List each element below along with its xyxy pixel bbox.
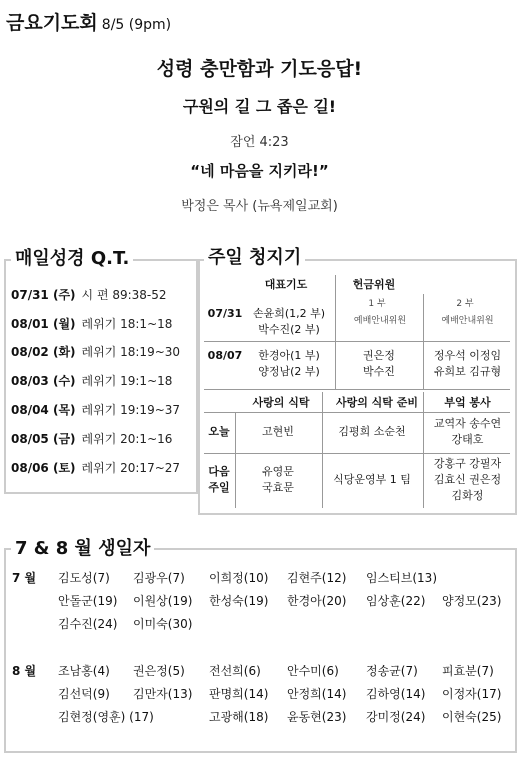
offering-part2-label: 2 부	[456, 299, 474, 309]
birthday-name: 김현정(영훈) (17)	[58, 710, 154, 724]
divider	[423, 392, 424, 508]
qt-verse: 레위기 18:19~30	[81, 345, 181, 359]
qt-verse: 레위기 20:1~16	[81, 432, 173, 446]
birthday-name: 김만자(13)	[133, 687, 193, 701]
qt-date: 08/03 (수)	[11, 374, 76, 388]
col-header-prayer: 대표기도	[264, 278, 308, 291]
qt-date: 08/04 (목)	[11, 403, 76, 417]
august-label: 8 월	[12, 664, 37, 678]
birthday-name: 이희정(10)	[209, 571, 269, 585]
birthday-name: 안수미(6)	[287, 664, 339, 678]
july-label: 7 월	[12, 571, 37, 585]
birthday-name: 양정모(23)	[442, 594, 502, 608]
birthday-name: 한경아(20)	[287, 594, 347, 608]
qt-row	[11, 430, 172, 447]
birthday-name: 고광해(18)	[209, 710, 269, 724]
offering-part1-label: 1 부	[368, 299, 386, 309]
qt-heading: 매일성경 Q.T.	[11, 244, 133, 270]
birthday-name: 안정희(14)	[287, 687, 347, 701]
birthday-name: 임스티브(13)	[366, 571, 438, 585]
qt-verse: 레위기 19:19~37	[81, 403, 181, 417]
qt-row	[11, 315, 172, 332]
service-name: 금요기도회	[6, 12, 98, 34]
preacher-name: 박정은 목사 (뉴욕제일교회)	[181, 199, 338, 214]
qt-verse: 레위기 18:1~18	[81, 317, 173, 331]
birthday-name: 김하영(14)	[366, 687, 426, 701]
birthday-name: 김선덕(9)	[58, 687, 110, 701]
sermon-sub-title: 구원의 길 그 좁은 길!	[182, 97, 337, 116]
qt-verse: 레위기 19:1~18	[81, 374, 173, 388]
meal-kitchen-next: 강홍구 강필자 김효신 권은정 김화정	[433, 457, 502, 502]
meal-col-kitchen: 부엌 봉사	[444, 396, 491, 409]
divider	[204, 389, 510, 390]
divider	[204, 412, 510, 413]
qt-date: 08/06 (토)	[11, 461, 76, 475]
scripture-quote: “네 마음을 지키라!”	[190, 162, 329, 180]
birthday-name: 정송균(7)	[366, 664, 418, 678]
meal-table-today: 고현빈	[262, 425, 294, 438]
prayer-0807: 한경아(1 부) 양정남(2 부)	[258, 349, 320, 378]
meal-row-today: 오늘	[208, 425, 230, 438]
birthday-name: 이미숙(30)	[133, 617, 193, 631]
qt-row	[11, 401, 180, 418]
sermon-main-title: 성령 충만함과 기도응답!	[156, 58, 363, 80]
birthday-name: 조남홍(4)	[58, 664, 110, 678]
qt-row	[11, 459, 180, 476]
qt-verse: 시 편 89:38-52	[81, 288, 167, 302]
qt-date: 07/31 (주)	[11, 288, 76, 302]
offering-part1-role: 예배안내위원	[353, 316, 407, 326]
meal-prep-today: 김평희 소순천	[338, 425, 406, 438]
birthday-name: 임상훈(22)	[366, 594, 426, 608]
service-date: 8/5 (9pm)	[101, 17, 172, 33]
birthday-name: 한성숙(19)	[209, 594, 269, 608]
qt-date: 08/02 (화)	[11, 345, 76, 359]
sunday-heading: 주일 청지기	[204, 243, 305, 269]
birthday-name: 안돌군(19)	[58, 594, 118, 608]
meal-col-prep: 사랑의 식탁 준비	[335, 396, 419, 409]
birthday-name: 피효분(7)	[442, 664, 494, 678]
qt-row	[11, 286, 167, 303]
birthday-name: 이현숙(25)	[442, 710, 502, 724]
birthday-name: 강미정(24)	[366, 710, 426, 724]
divider	[423, 294, 424, 389]
birthday-name: 김수진(24)	[58, 617, 118, 631]
row-date-0807: 08/07	[207, 349, 243, 362]
meal-table-next: 유영문 국효문	[262, 465, 294, 494]
birthday-name: 권은정(5)	[133, 664, 185, 678]
qt-date: 08/05 (금)	[11, 432, 76, 446]
divider	[204, 453, 510, 454]
prayer-0731: 손윤희(1,2 부) 박수진(2 부)	[252, 307, 326, 336]
birthday-name: 김광우(7)	[133, 571, 185, 585]
birthday-name: 전선희(6)	[209, 664, 261, 678]
qt-date: 08/01 (월)	[11, 317, 76, 331]
scripture-reference: 잠언 4:23	[230, 135, 289, 150]
col-header-offering: 헌금위원	[352, 278, 396, 291]
meal-prep-next: 식당운영부 1 팀	[333, 473, 411, 486]
divider	[235, 412, 236, 508]
birthday-name: 김도성(7)	[58, 571, 110, 585]
birthday-name: 이정자(17)	[442, 687, 502, 701]
divider	[322, 392, 323, 508]
service-title	[6, 8, 171, 35]
qt-row	[11, 343, 180, 360]
offering-part1-0807: 권은정 박수진	[363, 349, 395, 378]
offering-part2-role: 예배안내위원	[441, 316, 494, 326]
meal-kitchen-today: 교역자 송수연 강태호	[433, 417, 502, 446]
divider	[335, 275, 336, 389]
offering-part2-0807: 정우석 이정임 유희보 김규형	[433, 349, 502, 378]
meal-row-next: 다음 주일	[208, 465, 230, 494]
meal-col-table: 사랑의 식탁	[252, 396, 310, 409]
birthday-name: 김현주(12)	[287, 571, 347, 585]
birthday-name: 윤동현(23)	[287, 710, 347, 724]
qt-row	[11, 372, 172, 389]
birthdays-heading: 7 & 8 월 생일자	[11, 534, 154, 560]
birthday-name: 이원상(19)	[133, 594, 193, 608]
qt-verse: 레위기 20:17~27	[81, 461, 181, 475]
row-date-0731: 07/31	[207, 307, 243, 320]
divider	[204, 341, 510, 342]
birthday-name: 판명희(14)	[209, 687, 269, 701]
